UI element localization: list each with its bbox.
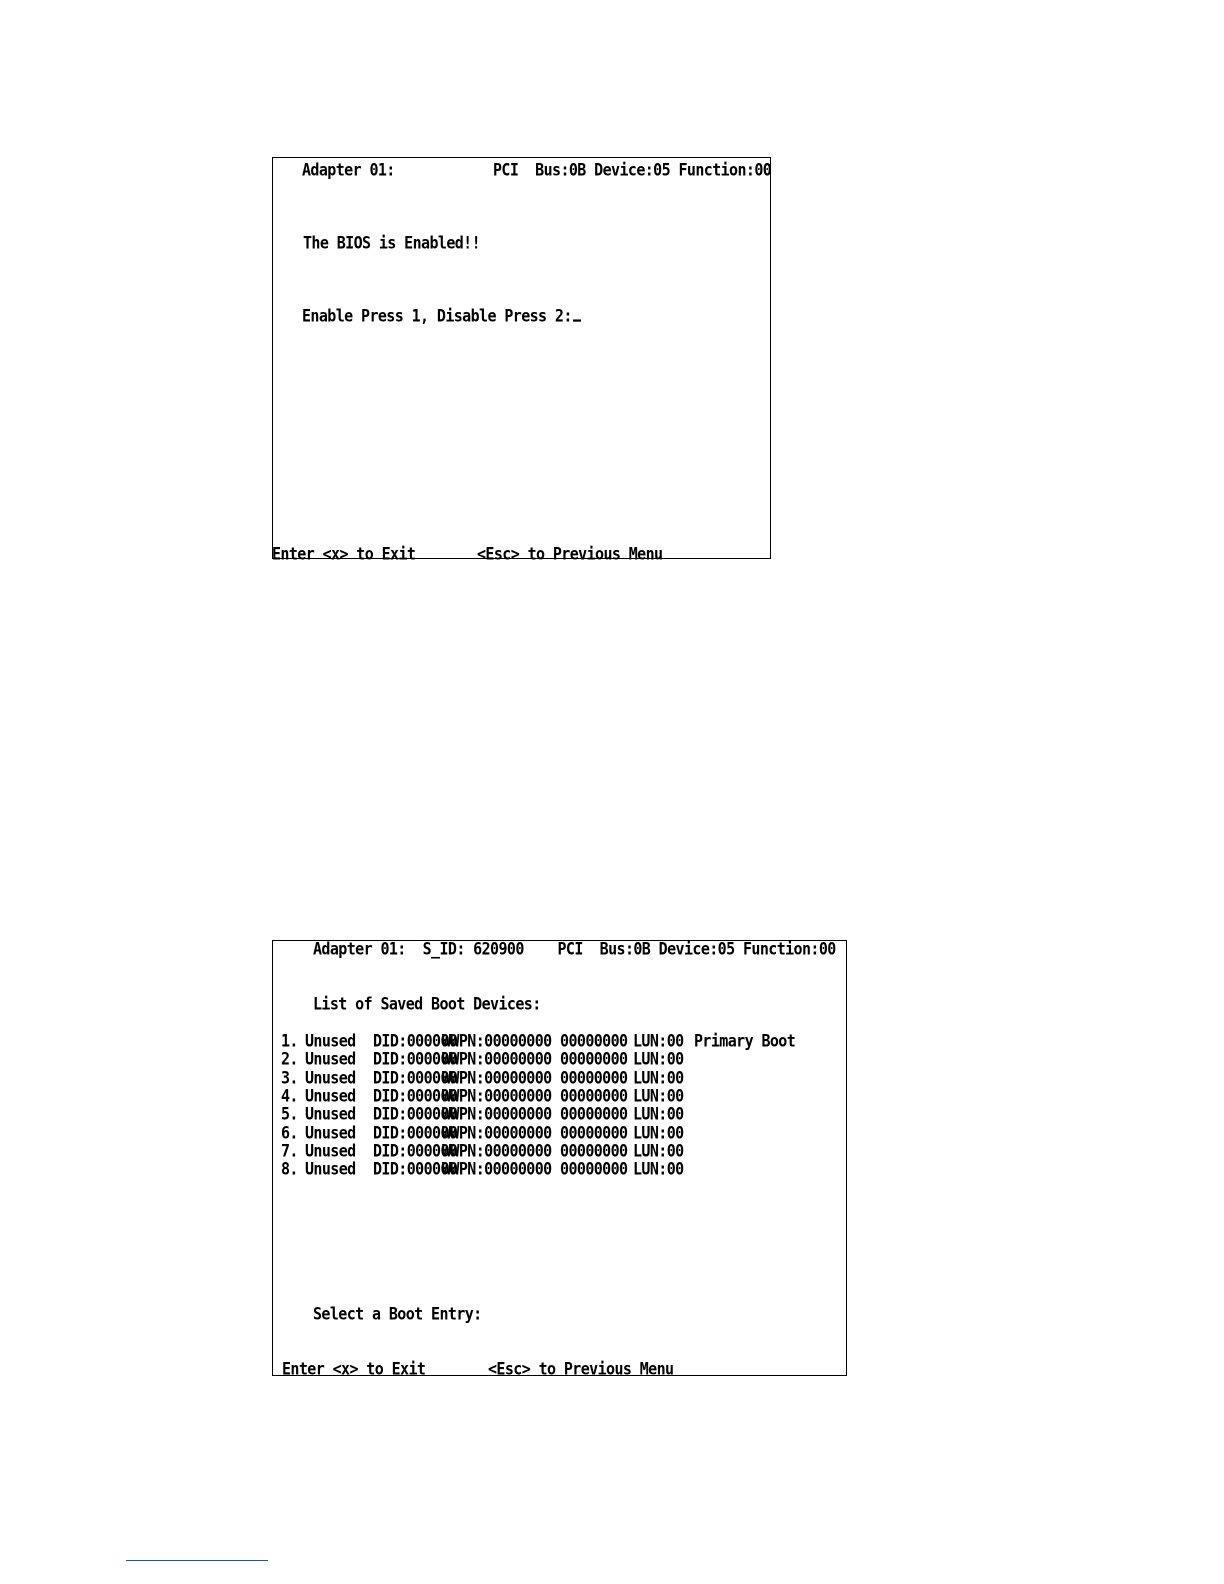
boot-entry-wwpn: WWPN:00000000 00000000: [442, 1140, 628, 1161]
boot-entry-status: Unused: [305, 1085, 356, 1107]
boot-entry-status: Unused: [305, 1122, 356, 1143]
boot-entry-status: Unused: [305, 1104, 356, 1125]
boot-entry-status: Unused: [305, 1159, 356, 1180]
esc-hint: <Esc> to Previous Menu: [477, 544, 663, 565]
boot-entry-status: Unused: [305, 1031, 356, 1052]
boot-entry-wwpn: WWPN:00000000 00000000: [442, 1049, 628, 1070]
bios-status-message: The BIOS is Enabled!!: [303, 233, 481, 254]
boot-entry-wwpn: WWPN:00000000 00000000: [442, 1104, 628, 1125]
boot-entry-number: 8.: [281, 1159, 298, 1180]
enable-disable-prompt[interactable]: [302, 306, 581, 326]
boot-entry-status: Unused: [305, 1067, 356, 1088]
boot-entry-lun: LUN:00: [633, 1031, 684, 1052]
exit-hint: Enter <x> to Exit: [282, 1359, 426, 1380]
boot-entry-lun: LUN:00: [633, 1159, 684, 1180]
boot-entry-lun: LUN:00: [633, 1122, 684, 1143]
boot-entry-did: DID:000000: [373, 1140, 458, 1161]
exit-hint: Enter <x> to Exit: [272, 544, 416, 565]
boot-entry-did: DID:000000: [373, 1031, 458, 1052]
footnote-separator: [126, 1560, 268, 1561]
boot-entry-did: DID:000000: [373, 1085, 458, 1107]
esc-hint: <Esc> to Previous Menu: [488, 1359, 674, 1380]
adapter-label: Adapter 01:: [302, 160, 395, 181]
text-cursor: [573, 319, 581, 321]
pci-location: PCI Bus:0B Device:05 Function:00: [493, 160, 772, 181]
boot-entry-wwpn: WWPN:00000000 00000000: [442, 1122, 628, 1143]
boot-entry-number: 7.: [281, 1140, 298, 1161]
boot-entry-wwpn: WWPN:00000000 00000000: [442, 1085, 628, 1107]
boot-entry-wwpn: WWPN:00000000 00000000: [442, 1159, 628, 1180]
boot-entry-lun: LUN:00: [633, 1085, 684, 1107]
boot-entry-number: 4.: [281, 1085, 298, 1107]
boot-entry-number: 2.: [281, 1049, 298, 1070]
boot-entry-number: 5.: [281, 1104, 298, 1125]
boot-entry-wwpn: WWPN:00000000 00000000: [442, 1031, 628, 1052]
boot-entry-did: DID:000000: [373, 1049, 458, 1070]
boot-entry-did: DID:000000: [373, 1122, 458, 1143]
boot-entry-lun: LUN:00: [633, 1067, 684, 1088]
adapter-header: Adapter 01: S_ID: 620900 PCI Bus:0B Device:05 Function:00: [313, 939, 836, 960]
list-title: List of Saved Boot Devices:: [313, 994, 541, 1015]
boot-entry-lun: LUN:00: [633, 1049, 684, 1070]
boot-devices-screen: [272, 939, 847, 1380]
boot-entry-lun: LUN:00: [633, 1140, 684, 1161]
prompt-text: Enable Press 1, Disable Press 2:: [302, 306, 572, 327]
bios-enable-screen: [272, 157, 772, 565]
boot-entry-number: 6.: [281, 1122, 298, 1143]
boot-entry-lun: LUN:00: [633, 1104, 684, 1125]
boot-entry-did: DID:000000: [373, 1104, 458, 1125]
boot-entry-tag: Primary Boot: [694, 1031, 796, 1052]
boot-entry-status: Unused: [305, 1140, 356, 1161]
boot-entry-number: 1.: [281, 1031, 298, 1052]
boot-entry-status: Unused: [305, 1049, 356, 1070]
boot-entry-did: DID:000000: [373, 1067, 458, 1088]
boot-entry-did: DID:000000: [373, 1159, 458, 1180]
boot-entry-wwpn: WWPN:00000000 00000000: [442, 1067, 628, 1088]
boot-entry-number: 3.: [281, 1067, 298, 1088]
select-boot-entry-prompt[interactable]: Select a Boot Entry:: [313, 1304, 482, 1325]
